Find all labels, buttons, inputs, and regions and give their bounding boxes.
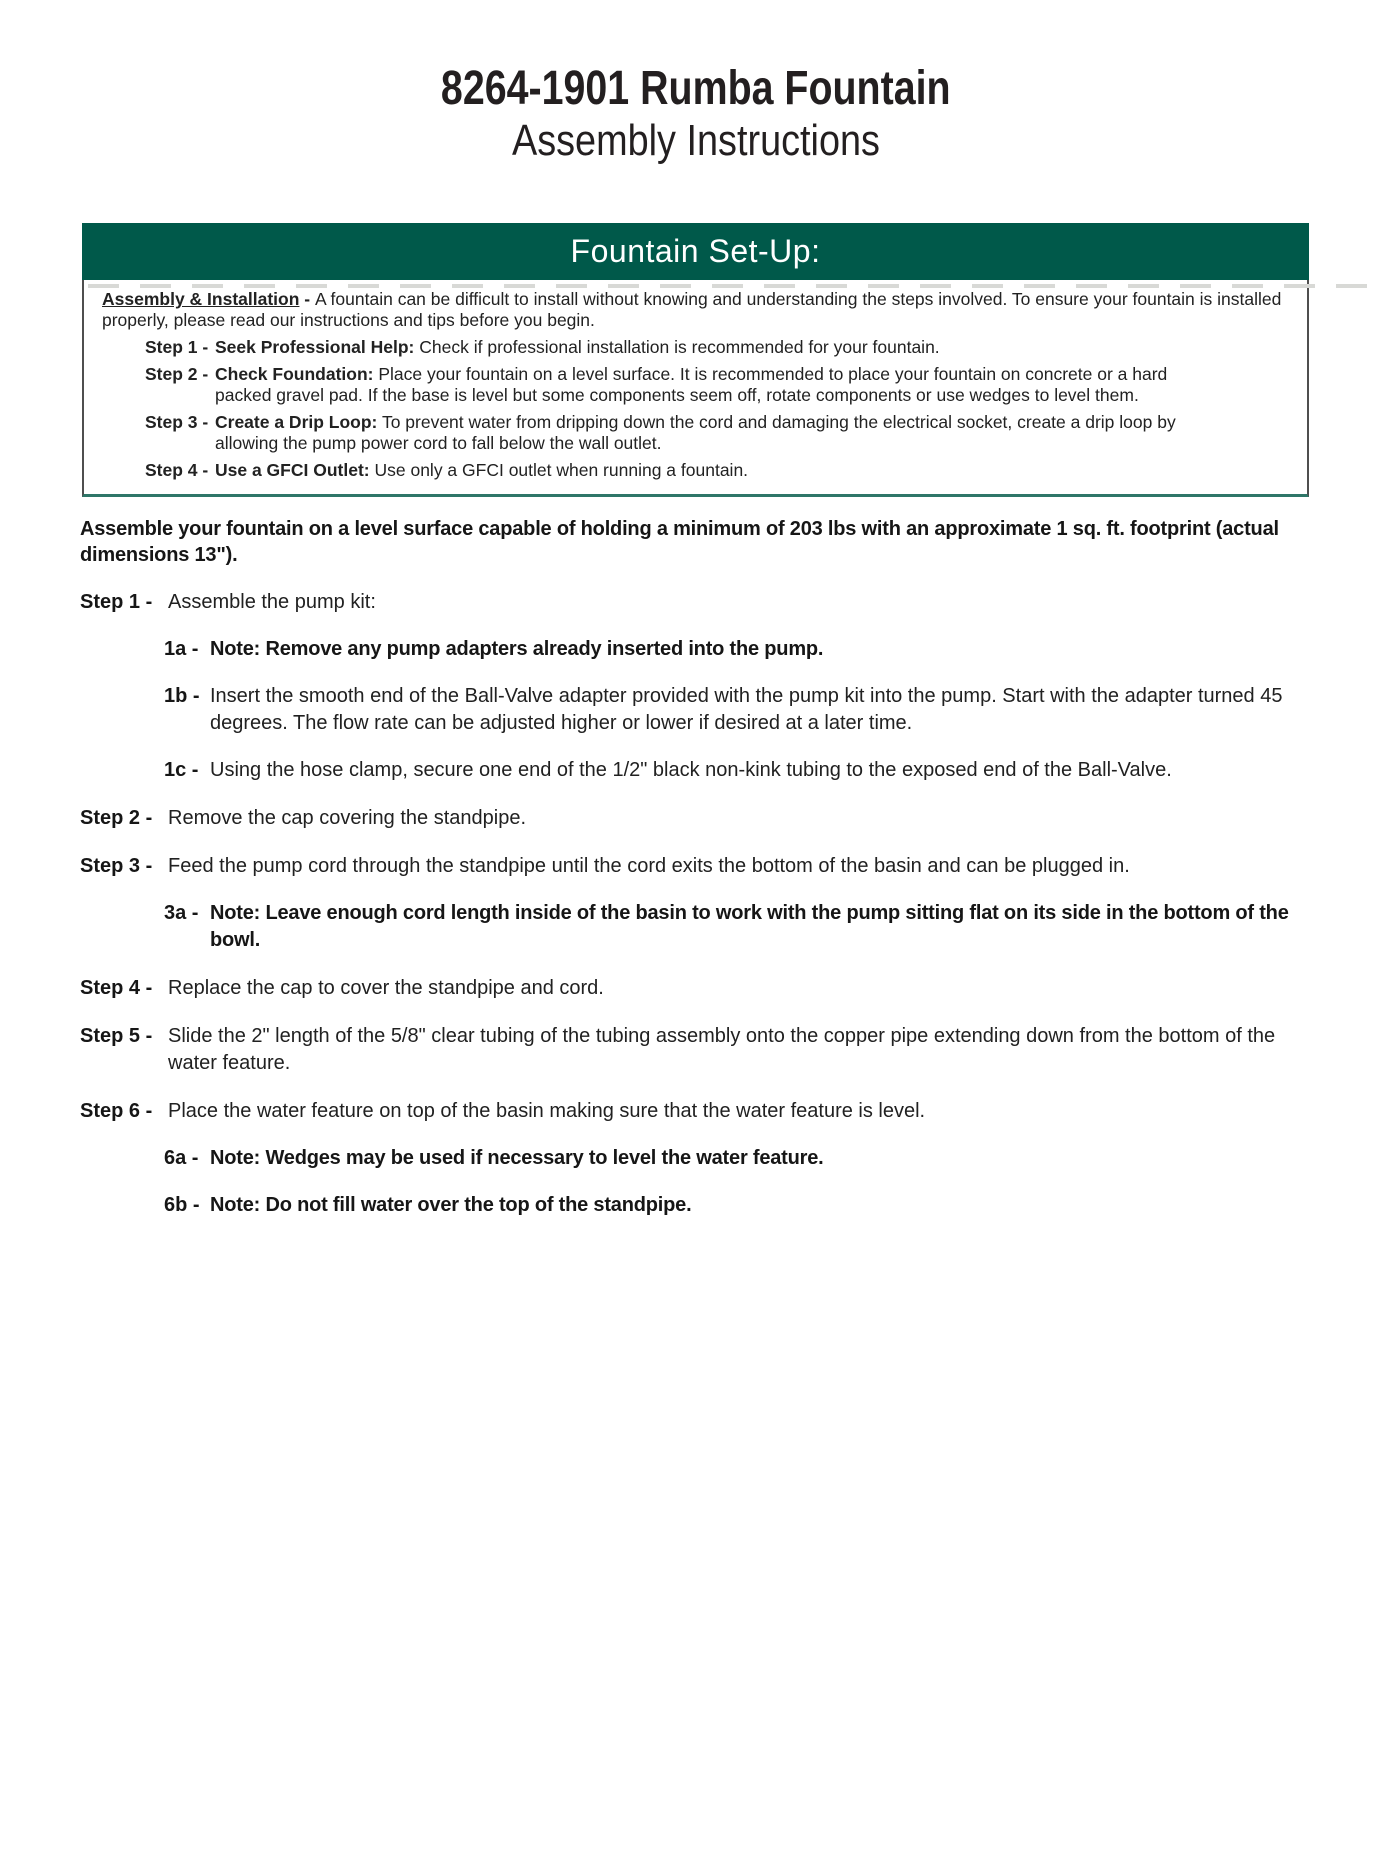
assembly-substep-1b-label: 1b - <box>164 685 200 707</box>
assembly-step-5-label: Step 5 - <box>80 1025 153 1047</box>
assembly-substep-6a-label: 6a - <box>164 1147 199 1169</box>
assembly-substep-3a-label: 3a - <box>164 902 199 924</box>
assembly-steps <box>80 589 1311 1219</box>
setup-step-2-body: Place your fountain on a level surface. It is recommended to place your fountain on concrete or a hard packed gravel pad. If the base is level but some components seem off, rotate components or use wedges to level them. <box>215 364 1168 405</box>
assembly-step-2-text: Remove the cap covering the standpipe. <box>168 807 526 829</box>
setup-step-3-text <box>215 412 1200 454</box>
setup-step-1-name: Seek Professional Help: <box>215 337 415 357</box>
assembly-step-5-text: Slide the 2" length of the 5/8" clear tubing of the tubing assembly onto the copper pipe extending down from the bottom of the water feature. <box>168 1025 1276 1074</box>
assembly-step-4-text: Replace the cap to cover the standpipe and cord. <box>168 977 604 999</box>
assembly-substep-3a-text: Note: Leave enough cord length inside of the basin to work with the pump sitting flat on its side in the bottom of the bowl. <box>210 902 1289 951</box>
setup-step-2-name: Check Foundation: <box>215 364 374 384</box>
assembly-substep-1b-text: Insert the smooth end of the Ball-Valve adapter provided with the pump kit into the pump. Start with the adapter turned 45 degrees. The flow rate can be adjusted higher or lower if desired at a later time. <box>210 685 1283 734</box>
document-page <box>0 62 1391 1862</box>
assembly-substep-6b-label: 6b - <box>164 1194 200 1216</box>
assembly-step-6-label: Step 6 - <box>80 1100 153 1122</box>
setup-intro-text: A fountain can be difficult to install without knowing and understanding the steps involved. To ensure your fountain is installed properly, please read our instructions and tips before you begin. <box>102 289 1282 330</box>
assembly-step-2-label: Step 2 - <box>80 807 153 829</box>
setup-box-header: Fountain Set-Up: <box>82 223 1309 280</box>
assembly-step-6-text: Place the water feature on top of the basin making sure that the water feature is level. <box>168 1100 926 1122</box>
assembly-substep-6b-text: Note: Do not fill water over the top of the standpipe. <box>210 1194 692 1216</box>
setup-box-body <box>82 280 1309 497</box>
setup-intro-paragraph <box>102 289 1291 331</box>
setup-step-2 <box>145 364 1291 406</box>
setup-step-3-body: To prevent water from dripping down the cord and damaging the electrical socket, create a drip loop by allowing the pump power cord to fall below the wall outlet. <box>215 412 1176 453</box>
dashed-divider <box>88 284 1380 288</box>
setup-step-2-label: Step 2 - <box>145 364 209 384</box>
setup-step-1 <box>145 337 1291 358</box>
assembly-substep-1c <box>164 757 1311 784</box>
assembly-step-1-label: Step 1 - <box>80 591 153 613</box>
setup-intro-lead: Assembly & Installation <box>102 289 300 309</box>
assembly-substep-1a <box>164 636 1311 663</box>
setup-step-3-name: Create a Drip Loop: <box>215 412 378 432</box>
setup-intro-separator: - <box>299 289 315 309</box>
setup-step-2-text <box>215 364 1200 406</box>
page-title <box>0 62 1391 116</box>
assembly-step-3-text: Feed the pump cord through the standpipe until the cord exits the bottom of the basin and can be plugged in. <box>168 855 1130 877</box>
assembly-step-5 <box>80 1023 1311 1077</box>
page-title-text: 8264-1901 Rumba Fountain <box>440 62 951 115</box>
setup-step-4-label: Step 4 - <box>145 460 209 480</box>
assembly-substep-1a-label: 1a - <box>164 638 199 660</box>
setup-step-3 <box>145 412 1291 454</box>
assembly-substep-1b <box>164 683 1311 737</box>
assembly-step-6 <box>80 1098 1311 1125</box>
assembly-step-1-text: Assemble the pump kit: <box>168 591 376 613</box>
assembly-step-4-label: Step 4 - <box>80 977 153 999</box>
setup-step-1-text <box>215 337 1200 358</box>
setup-step-4-name: Use a GFCI Outlet: <box>215 460 370 480</box>
setup-step-4-body: Use only a GFCI outlet when running a fountain. <box>374 460 749 480</box>
assembly-substep-1a-text: Note: Remove any pump adapters already inserted into the pump. <box>210 638 824 660</box>
assembly-substep-1c-label: 1c - <box>164 759 199 781</box>
setup-step-1-body: Check if professional installation is recommended for your fountain. <box>419 337 940 357</box>
document-header <box>0 62 1391 166</box>
setup-step-3-label: Step 3 - <box>145 412 209 432</box>
assembly-step-1 <box>80 589 1311 616</box>
assembly-step-3-label: Step 3 - <box>80 855 153 877</box>
setup-step-1-label: Step 1 - <box>145 337 209 357</box>
setup-step-4-text <box>215 460 1200 481</box>
assembly-substep-6a-text: Note: Wedges may be used if necessary to level the water feature. <box>210 1147 824 1169</box>
fountain-setup-box <box>82 223 1309 497</box>
assembly-substep-6a <box>164 1145 1311 1172</box>
setup-step-4 <box>145 460 1291 481</box>
assembly-substep-1c-text: Using the hose clamp, secure one end of the 1/2" black non-kink tubing to the exposed end of the Ball-Valve. <box>210 759 1172 781</box>
assembly-step-4 <box>80 975 1311 1002</box>
assembly-step-3 <box>80 853 1311 880</box>
assembly-substep-6b <box>164 1192 1311 1219</box>
assembly-intro-paragraph: Assemble your fountain on a level surface capable of holding a minimum of 203 lbs with an approximate 1 sq. ft. footprint (actual dimensions 13"). <box>80 518 1279 566</box>
page-subtitle-text: Assembly Instructions <box>511 116 880 165</box>
assembly-substep-3a <box>164 900 1311 954</box>
page-subtitle <box>0 116 1391 166</box>
assembly-step-2 <box>80 805 1311 832</box>
